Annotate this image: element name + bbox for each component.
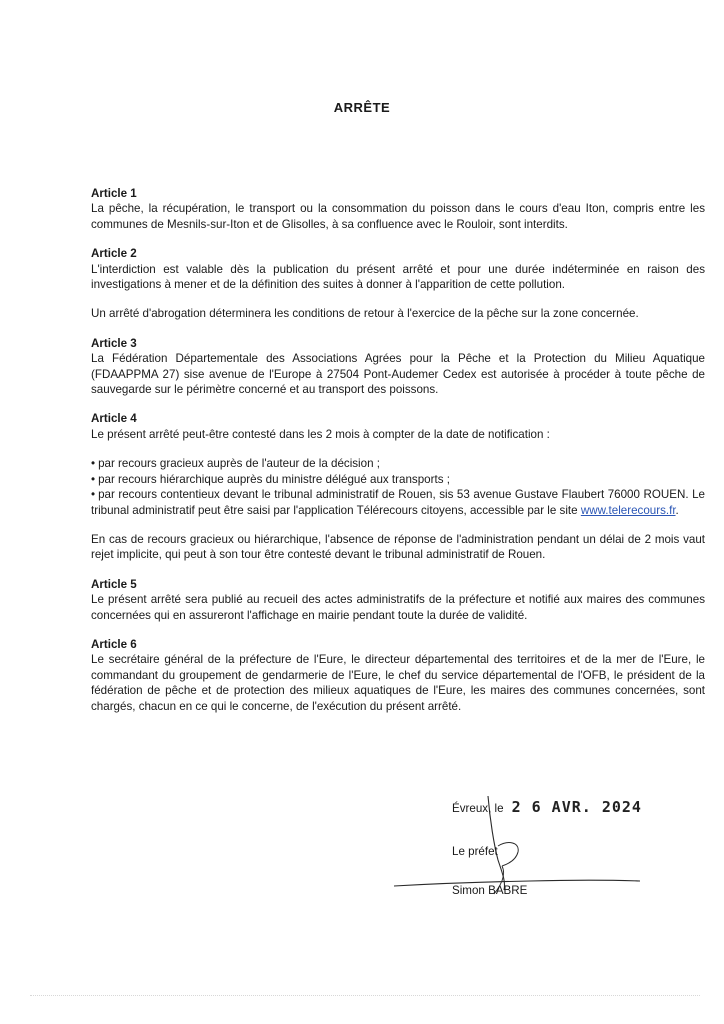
- article-2-paragraph-1: L'interdiction est valable dès la publication du présent arrêté et pour une durée indéterminée en raison des investigations à mener et de la définition des suites à donner à l'apparition de cette pollution.: [91, 262, 705, 292]
- article-1-paragraph: La pêche, la récupération, le transport ou la consommation du poisson dans le cours d'eau Iton, compris entre les communes de Mesnils-sur-Iton et de Glisolles, à sa confluence avec le Rouloir, sont interdits.: [91, 202, 705, 231]
- article-3: [91, 336, 705, 398]
- signer-role: Le préfet: [452, 845, 498, 858]
- appeal-option-contentieux: [91, 487, 705, 518]
- article-2-paragraph-2: Un arrêté d'abrogation déterminera les conditions de retour à l'exercice de la pêche sur la zone concernée.: [91, 307, 639, 321]
- article-6-title: Article 6: [91, 637, 137, 651]
- signature-block: [390, 790, 650, 910]
- article-5-paragraph: Le présent arrêté sera publié au recueil des actes administratifs de la préfecture et notifié aux maires des communes concernées qui en assureront l'affichage en mairie pendant toute la durée de validité.: [91, 593, 705, 622]
- article-4-intro: Le présent arrêté peut-être contesté dans les 2 mois à compter de la date de notification :: [91, 427, 550, 441]
- article-2: [91, 246, 705, 322]
- article-6-paragraph: Le secrétaire général de la préfecture de l'Eure, le directeur départemental des territoires et de la mer de l'Eure, le commandant du groupement de gendarmerie de l'Eure, le chef du service départemental de l'OFB, le président de la fédération de pêche et de protection des milieux aquatiques de l'Eure, les maires des communes concernées, sont chargés, chacun en ce qui le concerne, de l'exécution du présent arrêté.: [91, 653, 705, 713]
- bullet-icon: •: [91, 472, 96, 486]
- article-3-title: Article 3: [91, 336, 137, 350]
- article-3-paragraph: La Fédération Départementale des Associations Agrées pour la Pêche et la Protection du Milieu Aquatique (FDAAPPMA 27) sise avenue de l'Europe à 27504 Pont-Audemer Cedex est autorisée à procéder à toute pêche de sauvegarde sur le périmètre concerné et au transport des poissons.: [91, 352, 705, 397]
- document-body: [91, 186, 705, 728]
- article-5-title: Article 5: [91, 577, 137, 591]
- article-4: [91, 411, 705, 562]
- article-4-closing: En cas de recours gracieux ou hiérarchique, l'absence de réponse de l'administration pendant un délai de 2 mois vaut rejet implicite, qui peut à son tour être contesté devant le tribunal administratif de Rouen.: [91, 532, 705, 562]
- date-stamp: 2 6 AVR. 2024: [511, 798, 642, 816]
- appeal-option-text: par recours hiérarchique auprès du ministre délégué aux transports ;: [98, 472, 450, 486]
- appeal-option-gracieux: [91, 456, 705, 471]
- appeal-options-list: [91, 456, 705, 518]
- appeal-option-hierarchique: [91, 472, 705, 487]
- signer-name: Simon BABRE: [452, 884, 528, 897]
- page-footer-divider: [30, 995, 700, 996]
- telerecours-link[interactable]: www.telerecours.fr: [580, 503, 676, 517]
- link-suffix: .: [675, 503, 679, 517]
- bullet-icon: •: [91, 457, 96, 471]
- article-4-title: Article 4: [91, 412, 137, 426]
- appeal-option-text: par recours gracieux auprès de l'auteur de la décision ;: [98, 457, 380, 471]
- article-5: [91, 577, 705, 623]
- place-and-date: [452, 798, 642, 816]
- document-title: ARRÊTE: [333, 100, 391, 115]
- article-1: [91, 186, 705, 232]
- appeal-option-text: par recours contentieux devant le tribunal administratif de Rouen, sis 53 avenue Gustave Flaubert 76000 ROUEN. Le tribunal administratif peut être saisi par l'application Télérecours citoyens, accessible par le site: [91, 488, 705, 517]
- article-6: [91, 637, 705, 714]
- signature-place: Évreux, le: [452, 802, 504, 815]
- bullet-icon: •: [91, 488, 96, 502]
- article-2-title: Article 2: [91, 247, 137, 261]
- article-1-title: Article 1: [91, 187, 137, 200]
